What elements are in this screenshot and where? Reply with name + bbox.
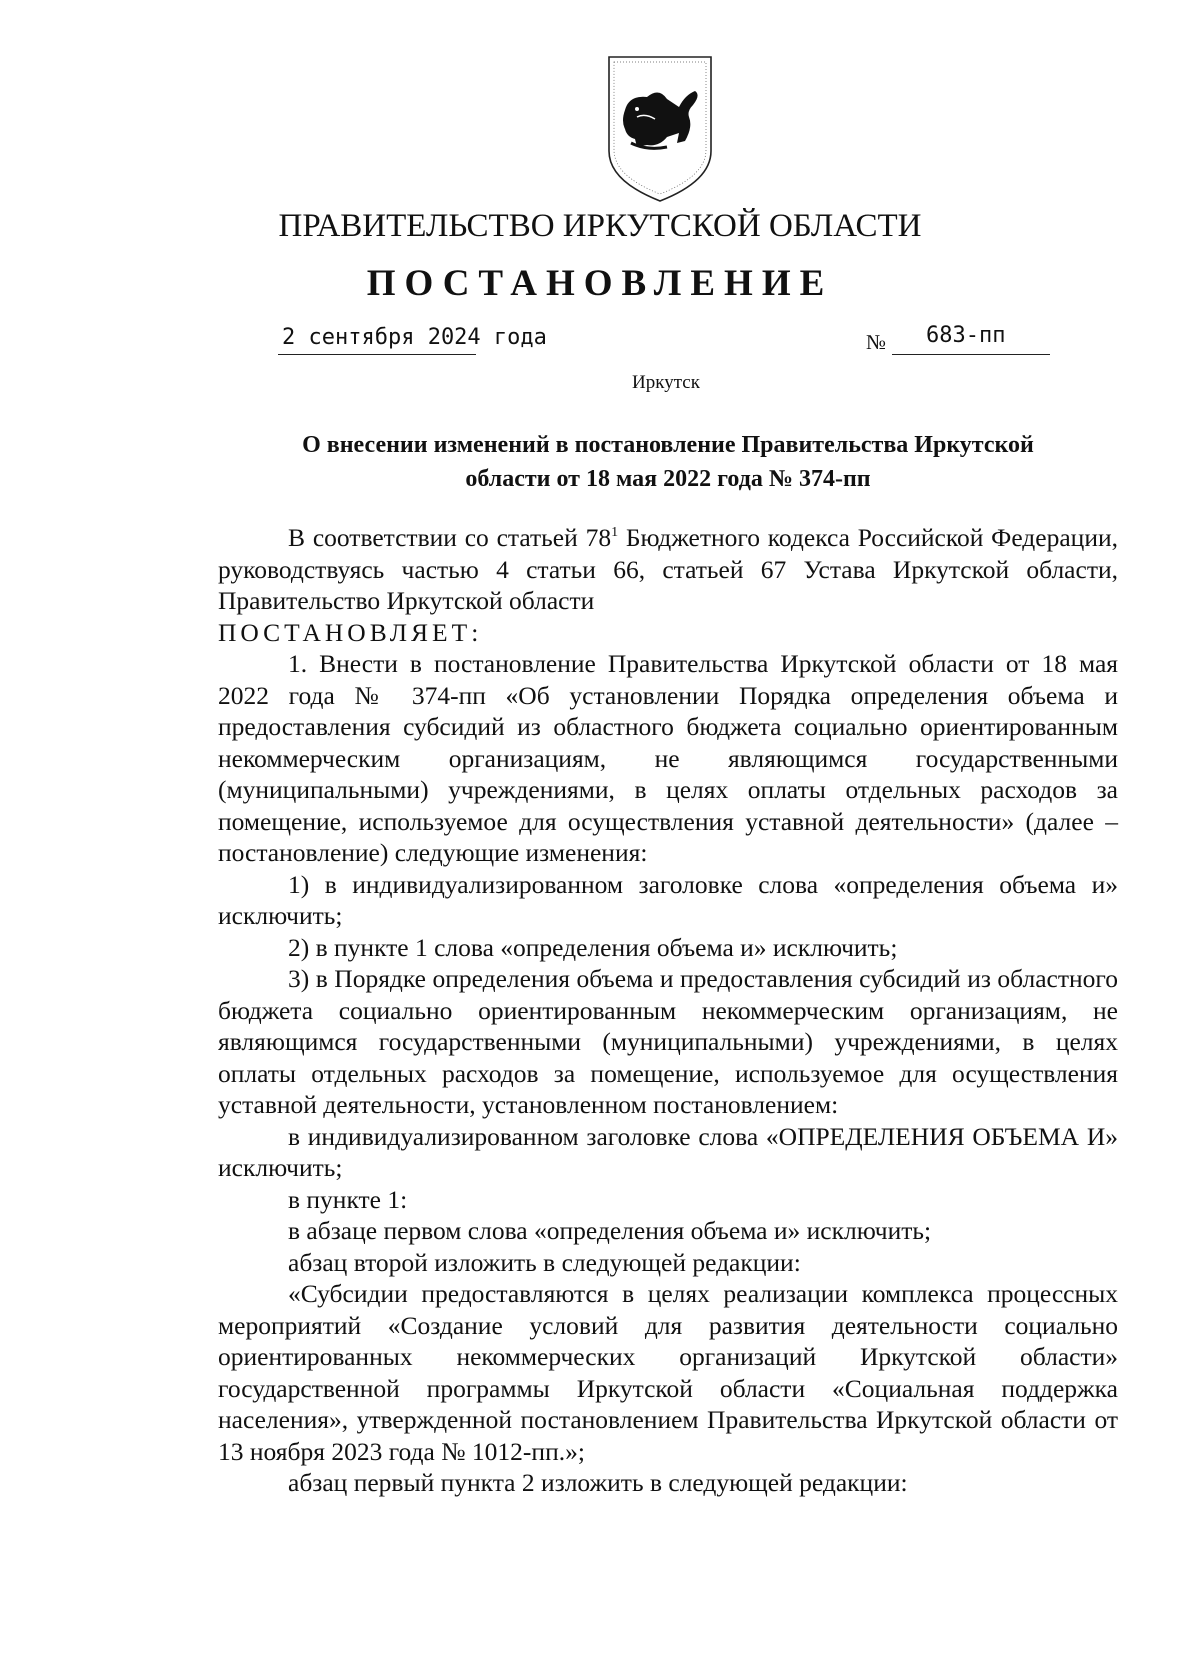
document-type: ПОСТАНОВЛЕНИЕ bbox=[366, 263, 834, 304]
city: Иркутск bbox=[632, 372, 700, 393]
paragraph-second-abzac: абзац второй изложить в следующей редакции: bbox=[288, 1247, 801, 1277]
resolves-heading: ПОСТАНОВЛЯЕТ: bbox=[218, 617, 483, 647]
paragraph-subitem-2: 2) в пункте 1 слова «определения объема и» исключить; bbox=[288, 932, 898, 962]
title-line-2: области от 18 мая 2022 года № 374-пп bbox=[465, 466, 871, 492]
number-underline bbox=[892, 354, 1050, 355]
paragraph-preamble bbox=[218, 522, 1118, 617]
paragraph-item-1: 1. Внести в постановление Правительства Иркутской области от 18 мая 2022 года № 374-пп «Об установлении Порядка определения объема и предоставления субсидий из областного бюджета социально ориентированным некоммерческим организациям, не являющимся государственными (муниципальными) учреждениями, в целях оплаты отдельных расходов за помещение, используемое для осуществления уставной деятельности» (далее – постановление) следующие изменения: bbox=[218, 649, 1118, 867]
paragraph-subitem-1: 1) в индивидуализированном заголовке слова «определения объема и» исключить; bbox=[218, 869, 1118, 930]
paragraph-subsidies-quote: «Субсидии предоставляются в целях реализации комплекса процессных мероприятий «Создание условий для развития деятельности социально ориентированных некоммерческих организаций Иркутской области» государственной программы Иркутской области «Социальная поддержка населения», утвержденной постановлением Правительства Иркутской области от 13 ноября 2023 года № 1012-пп.»; bbox=[218, 1279, 1118, 1466]
government-name: ПРАВИТЕЛЬСТВО ИРКУТСКОЙ ОБЛАСТИ bbox=[278, 208, 922, 244]
document-number: 683-пп bbox=[926, 323, 1006, 348]
preamble-text-end: Бюджетного кодекса Российской Федерации, руководствуясь частью 4 статьи 66, статьей 67 Устава Иркутской области, Правительство Иркутской области bbox=[218, 523, 1118, 615]
date-underline bbox=[278, 354, 476, 355]
document-body bbox=[218, 522, 1118, 1499]
document-date: 2 сентября 2024 года bbox=[282, 325, 547, 350]
title-line-1: О внесении изменений в постановление Правительства Иркутской bbox=[302, 432, 1034, 458]
paragraph-point-1: в пункте 1: bbox=[288, 1184, 408, 1214]
number-sign: № bbox=[866, 330, 887, 354]
paragraph-heading-change: в индивидуализированном заголовке слова «ОПРЕДЕЛЕНИЯ ОБЪЕМА И» исключить; bbox=[218, 1121, 1118, 1182]
paragraph-first-abzac: в абзаце первом слова «определения объема и» исключить; bbox=[288, 1216, 932, 1245]
preamble-text-start: В соответствии со статьей 78 bbox=[288, 523, 612, 552]
article-superscript: 1 bbox=[611, 525, 619, 540]
paragraph-subitem-3: 3) в Порядке определения объема и предоставления субсидий из областного бюджета социально ориентированным некоммерческим организациям, не являющимся государственными (муниципальными) учреждениями, в целях оплаты отдельных расходов за помещение, используемое для осуществления уставной деятельности, установленном постановлением: bbox=[218, 964, 1118, 1119]
paragraph-point-2: абзац первый пункта 2 изложить в следующей редакции: bbox=[288, 1468, 908, 1497]
coat-of-arms-icon bbox=[607, 55, 713, 203]
document-title bbox=[218, 428, 1118, 496]
